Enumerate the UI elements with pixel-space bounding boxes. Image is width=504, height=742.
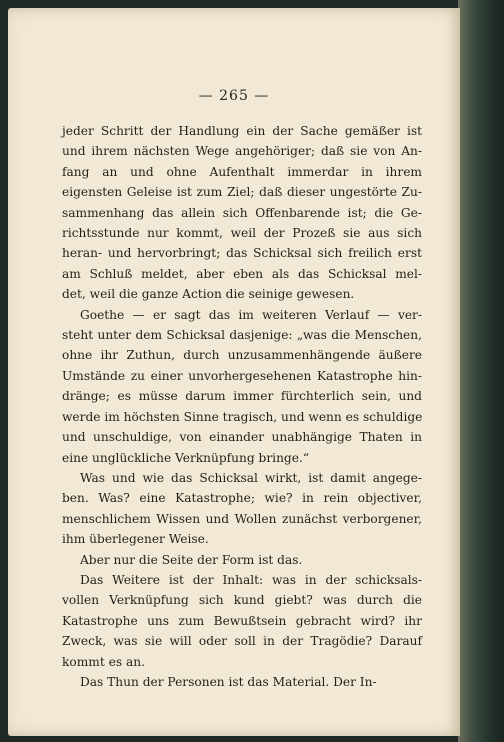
text-line: Das Thun der Personen ist das Material. Der In- [80, 674, 377, 689]
text-line: und unschuldige, von einander unabhängige Thaten in [62, 430, 422, 445]
text-line: eine unglückliche Verknüpfung bringe.“ [62, 450, 310, 465]
paragraph [62, 570, 422, 672]
text-line: menschlichem Wissen und Wollen zunächst verborgener, [62, 511, 422, 526]
paragraph [62, 468, 422, 550]
text-line: Goethe — er sagt das im weiteren Verlauf — ver- [80, 307, 422, 322]
text-line: sammenhang das allein sich Offenbarende ist; die Ge- [62, 205, 422, 220]
book-binding-edge [458, 0, 504, 742]
text-line: jeder Schritt der Handlung ein der Sache gemäßer ist [62, 124, 422, 138]
text-line: Zweck, was sie will oder soll in der Tragödie? Darauf [62, 634, 422, 649]
page-number: — 265 — [198, 88, 270, 104]
text-line: werde im höchsten Sinne tragisch, und wenn es schuldige [62, 409, 423, 424]
paragraph [62, 121, 422, 305]
book-page [8, 8, 460, 736]
text-line: fang an und ohne Aufenthalt immerdar in ihrem [62, 164, 422, 179]
text-line: Was und wie das Schicksal wirkt, ist damit angege- [80, 470, 422, 485]
text-line: ohne ihr Zuthun, durch unzusammenhängende äußere [62, 348, 422, 363]
text-line: und ihrem nächsten Wege angehöriger; daß sie von An- [62, 144, 422, 159]
text-line: richtsstunde nur kommt, weil der Prozeß sie aus sich [62, 226, 422, 241]
text-line: dränge; es müsse darum immer fürchterlich sein, und [62, 389, 422, 404]
text-line: steht unter dem Schicksal dasjenige: „was die Menschen, [62, 328, 422, 343]
text-line: ben. Was? eine Katastrophe; wie? in rein objectiver, [62, 491, 422, 506]
text-line: det, weil die ganze Action die seinige gewesen. [62, 287, 355, 302]
text-line: Das Weitere ist der Inhalt: was in der schicksals- [80, 572, 422, 587]
text-line: Aber nur die Seite der Form ist das. [80, 552, 303, 567]
text-line: Umstände zu einer unvorhergesehenen Katastrophe hin- [62, 368, 422, 383]
paragraph [62, 305, 422, 468]
paragraph [62, 550, 422, 570]
text-line: vollen Verknüpfung sich kund giebt? was durch die [62, 593, 422, 608]
text-line: kommt es an. [62, 654, 145, 669]
page-text-block [62, 121, 422, 692]
paragraph [62, 672, 422, 692]
text-line: am Schluß meldet, aber eben als das Schicksal mel- [62, 266, 422, 281]
text-line: eigensten Geleise ist zum Ziel; daß dieser ungestörte Zu- [62, 185, 422, 200]
text-line: Katastrophe uns zum Bewußtsein gebracht wird? ihr [62, 613, 422, 628]
text-line: ihm überlegener Weise. [62, 532, 209, 547]
text-line: heran- und hervorbringt; das Schicksal sich freilich erst [62, 246, 422, 261]
